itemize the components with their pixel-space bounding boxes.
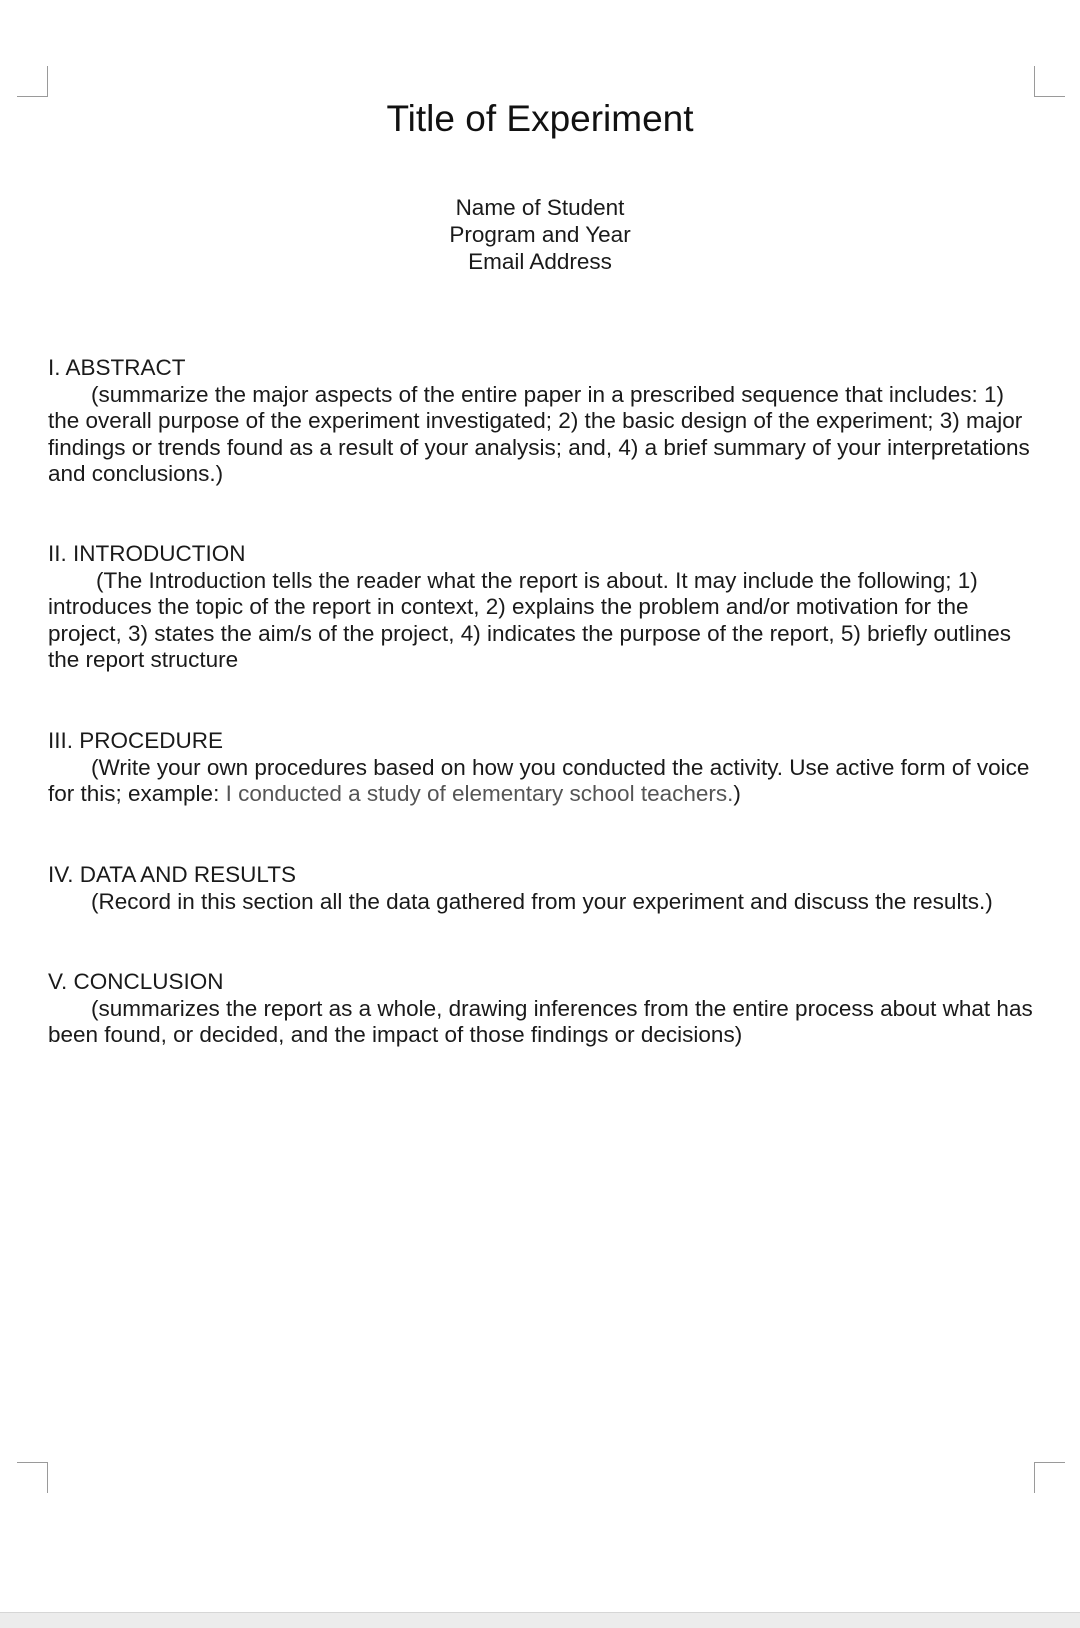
crop-mark-bottom-left — [17, 1462, 48, 1493]
student-info — [0, 194, 1080, 275]
section-heading: V. CONCLUSION — [48, 969, 224, 994]
procedure-example-text: I conducted a study of elementary school teachers. — [225, 781, 734, 806]
section-body: (summarize the major aspects of the entire paper in a prescribed sequence that includes: 1) the overall purpose of the experiment investigated; 2) the basic design of the experiment; 3) major findings or trends found as a result of your analysis; and, 4) a brief summary of your interpretations and conclusions.) — [48, 381, 1030, 486]
section-conclusion — [48, 969, 1038, 1049]
student-name: Name of Student — [455, 195, 625, 220]
document-title: Title of Experiment — [386, 98, 694, 139]
procedure-body-end: ) — [733, 781, 741, 806]
section-introduction — [48, 541, 1038, 674]
section-heading: IV. DATA AND RESULTS — [48, 862, 296, 887]
section-heading: II. INTRODUCTION — [48, 541, 246, 566]
procedure-body-text: (Write your own procedures based on how you conducted the activity. Use active form of voice for this; example: — [48, 754, 1030, 806]
section-procedure — [48, 728, 1038, 808]
section-body: (summarizes the report as a whole, drawing inferences from the entire process about what has been found, or decided, and the impact of those findings or decisions) — [48, 995, 1033, 1047]
section-heading: III. PROCEDURE — [48, 728, 224, 753]
page-bottom-edge — [0, 1612, 1080, 1628]
section-body — [48, 755, 1038, 808]
section-data-and-results — [48, 862, 1038, 915]
crop-mark-top-right — [1034, 66, 1065, 97]
crop-mark-top-left — [17, 66, 48, 97]
crop-mark-bottom-right — [1034, 1462, 1065, 1493]
section-abstract — [48, 355, 1038, 488]
section-heading: I. ABSTRACT — [48, 355, 186, 380]
student-program: Program and Year — [449, 222, 631, 247]
student-email: Email Address — [468, 249, 612, 274]
section-body: (The Introduction tells the reader what the report is about. It may include the following; 1) introduces the topic of the report in context, 2) explains the problem and/or motivation for the project, 3) states the aim/s of the project, 4) indicates the purpose of the report, 5) briefly outlines the report structure — [48, 567, 1011, 672]
section-body: (Record in this section all the data gathered from your experiment and discuss the results.) — [91, 888, 993, 914]
